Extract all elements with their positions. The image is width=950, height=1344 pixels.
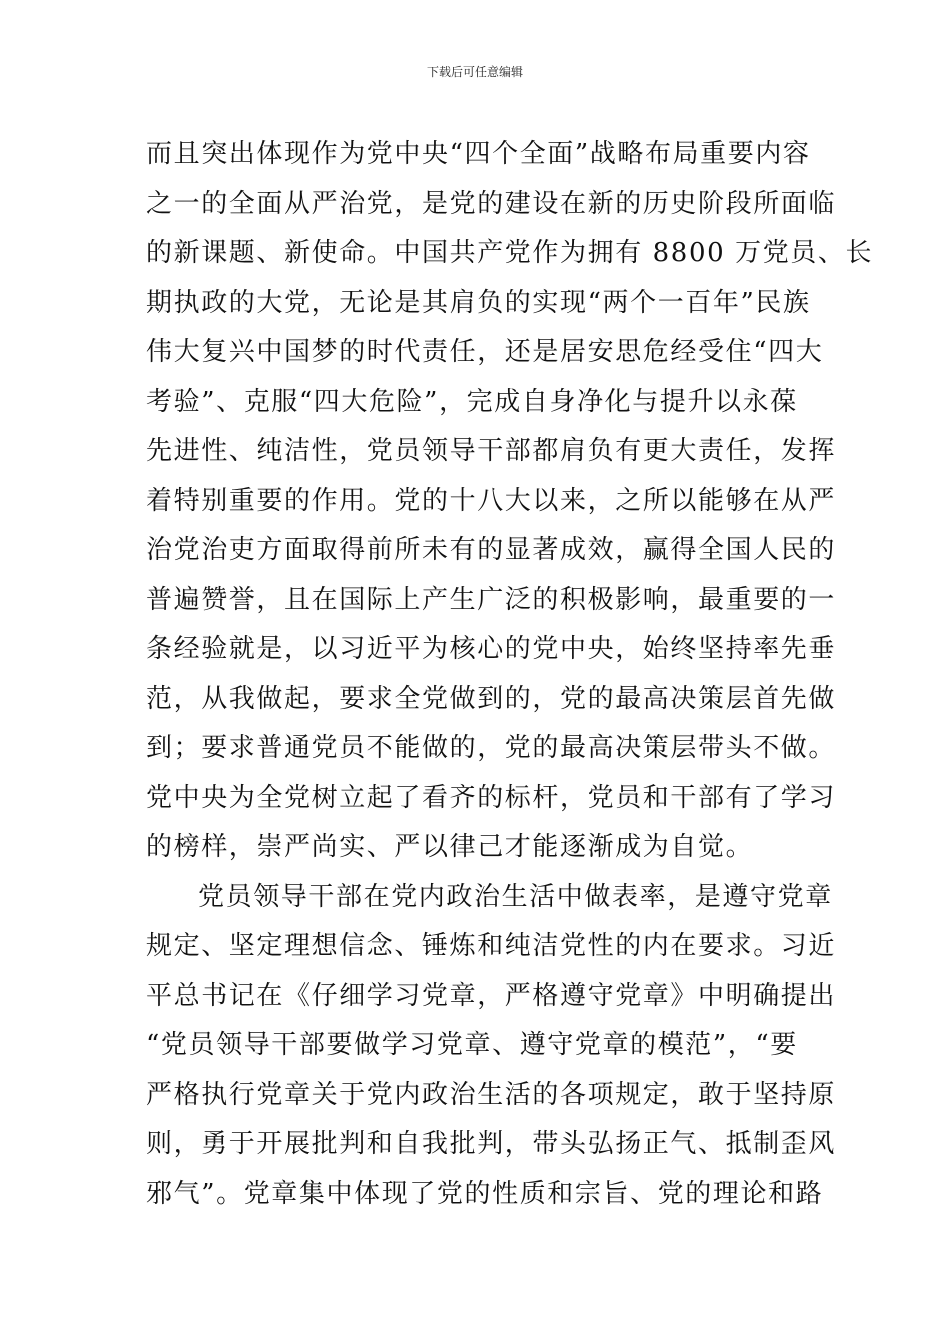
text-line: 的新课题、新使命。中国共产党作为拥有 8800 万党员、长	[146, 238, 874, 268]
text-line: 到；要求普通党员不能做的，党的最高决策层带头不做。	[146, 733, 837, 763]
page-header: 下载后可任意编辑	[426, 65, 523, 79]
text-line: 之一的全面从严治党，是党的建设在新的历史阶段所面临	[146, 188, 837, 219]
text-line: 条经验就是，以习近平为核心的党中央，始终坚持率先垂	[146, 634, 837, 664]
text-line: 则，勇于开展批判和自我批判，带头弘扬正气、抵制歪风	[146, 1129, 837, 1159]
text-line: 平总书记在《仔细学习党章，严格遵守党章》中明确提出	[146, 980, 837, 1011]
text-line: 期执政的大党，无论是其肩负的实现“两个一百年”民族	[146, 287, 811, 318]
text-line: 严格执行党章关于党内政治生活的各项规定，敢于坚持原	[146, 1079, 837, 1110]
text-line: 规定、坚定理想信念、锤炼和纯洁党性的内在要求。习近	[146, 931, 837, 961]
text-line: 范，从我做起，要求全党做到的，党的最高决策层首先做	[146, 683, 837, 714]
text-line: 考验”、克服“四大危险”，完成自身净化与提升以永葆	[146, 386, 798, 417]
text-line: 而且突出体现作为党中央“四个全面”战略布局重要内容	[146, 139, 811, 169]
paragraph-first-line: 党员领导干部在党内政治生活中做表率，是遵守党章	[198, 881, 833, 912]
text-line: 的榜样，崇严尚实、严以律己才能逐渐成为自觉。	[146, 832, 754, 862]
text-line: 着特别重要的作用。党的十八大以来，之所以能够在从严	[146, 485, 837, 516]
text-line: 治党治吏方面取得前所未有的显著成效，赢得全国人民的	[146, 535, 837, 565]
document-body	[146, 130, 874, 1219]
text-line: 伟大复兴中国梦的时代责任，还是居安思危经受住“四大	[146, 337, 824, 367]
text-line: 先进性、纯洁性，党员领导干部都肩负有更大责任，发挥	[146, 436, 837, 466]
text-line: “党员领导干部要做学习党章、遵守党章的模范”，“要	[146, 1030, 798, 1060]
text-line: 邪气”。党章集中体现了党的性质和宗旨、党的理论和路	[146, 1178, 824, 1209]
text-line: 党中央为全党树立起了看齐的标杆，党员和干部有了学习	[146, 782, 837, 813]
text-line: 普遍赞誉，且在国际上产生广泛的积极影响，最重要的一	[146, 584, 837, 615]
